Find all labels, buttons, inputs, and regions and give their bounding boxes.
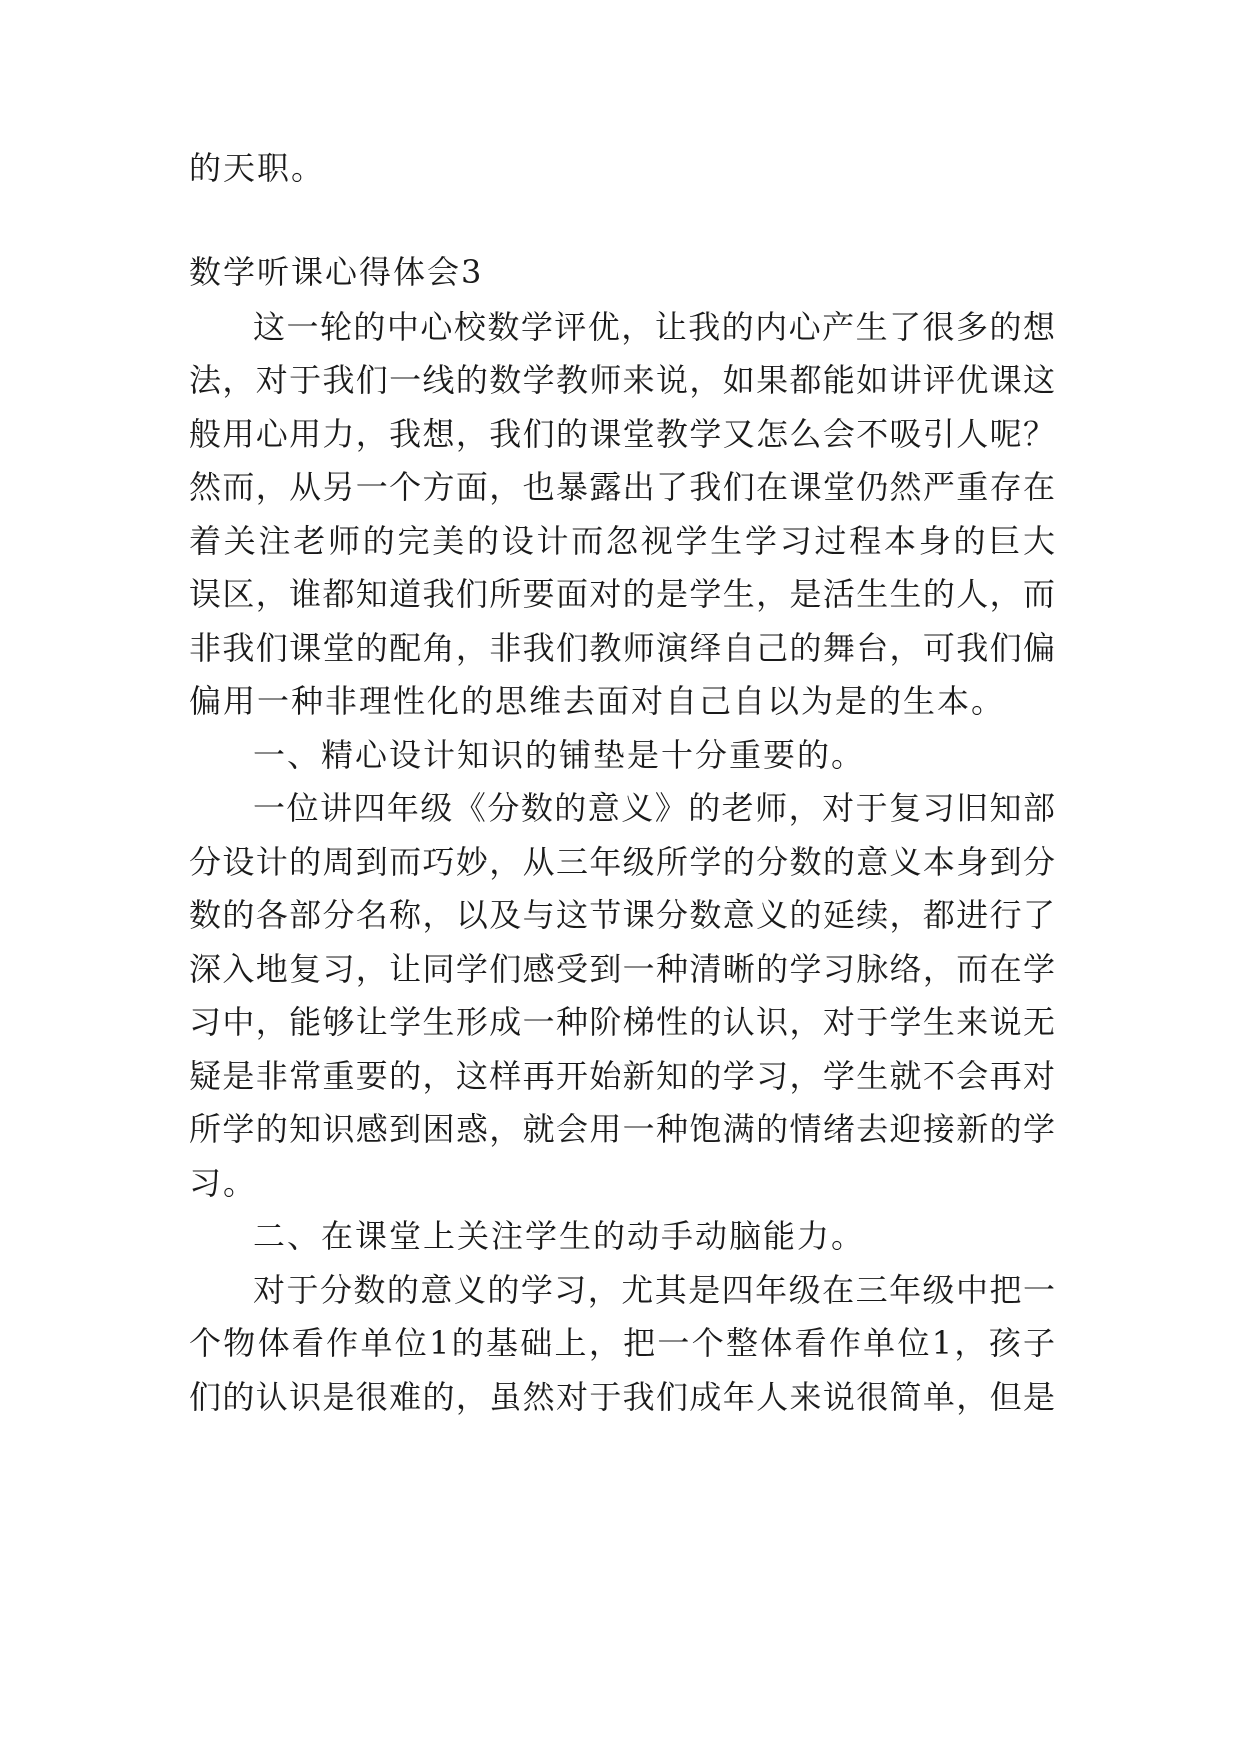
paragraph-line: 所学的知识感到困惑，就会用一种饱满的情绪去迎接新的学 <box>189 1110 1055 1148</box>
paragraph-line: 偏用一种非理性化的思维去面对自己自以为是的生本。 <box>189 682 1006 720</box>
paragraph-line: 习。 <box>189 1164 258 1202</box>
paragraph-line: 着关注老师的完美的设计而忽视学生学习过程本身的巨大 <box>189 522 1055 560</box>
paragraph-line: 误区，谁都知道我们所要面对的是学生，是活生生的人，而 <box>189 575 1055 613</box>
paragraph-line: 分设计的周到而巧妙，从三年级所学的分数的意义本身到分 <box>189 843 1055 881</box>
paragraph-line: 非我们课堂的配角，非我们教师演绎自己的舞台，可我们偏 <box>189 629 1055 667</box>
paragraph-line: 一位讲四年级《分数的意义》的老师，对于复习旧知部 <box>253 789 1055 827</box>
paragraph-line: 个物体看作单位1的基础上，把一个整体看作单位1，孩子 <box>189 1324 1055 1362</box>
paragraph-line: 数的各部分名称，以及与这节课分数意义的延续，都进行了 <box>189 896 1055 934</box>
section-heading: 数学听课心得体会3 <box>189 253 484 291</box>
paragraph-line: 然而，从另一个方面，也暴露出了我们在课堂仍然严重存在 <box>189 468 1055 506</box>
paragraph-line: 深入地复习，让同学们感受到一种清晰的学习脉络，而在学 <box>189 950 1055 988</box>
paragraph-line: 疑是非常重要的，这样再开始新知的学习，学生就不会再对 <box>189 1057 1055 1095</box>
text-line: 的天职。 <box>189 149 326 187</box>
paragraph-line: 般用心用力，我想，我们的课堂教学又怎么会不吸引人呢？ <box>189 415 1055 453</box>
paragraph-line: 们的认识是很难的，虽然对于我们成年人来说很简单，但是 <box>189 1378 1055 1416</box>
subheading-line: 一、精心设计知识的铺垫是十分重要的。 <box>253 736 866 774</box>
paragraph-line: 对于分数的意义的学习，尤其是四年级在三年级中把一 <box>253 1271 1055 1309</box>
paragraph-line: 法，对于我们一线的数学教师来说，如果都能如讲评优课这 <box>189 361 1055 399</box>
subheading-line: 二、在课堂上关注学生的动手动脑能力。 <box>253 1217 866 1255</box>
paragraph-line: 习中，能够让学生形成一种阶梯性的认识，对于学生来说无 <box>189 1003 1055 1041</box>
paragraph-line: 这一轮的中心校数学评优，让我的内心产生了很多的想 <box>253 308 1055 346</box>
